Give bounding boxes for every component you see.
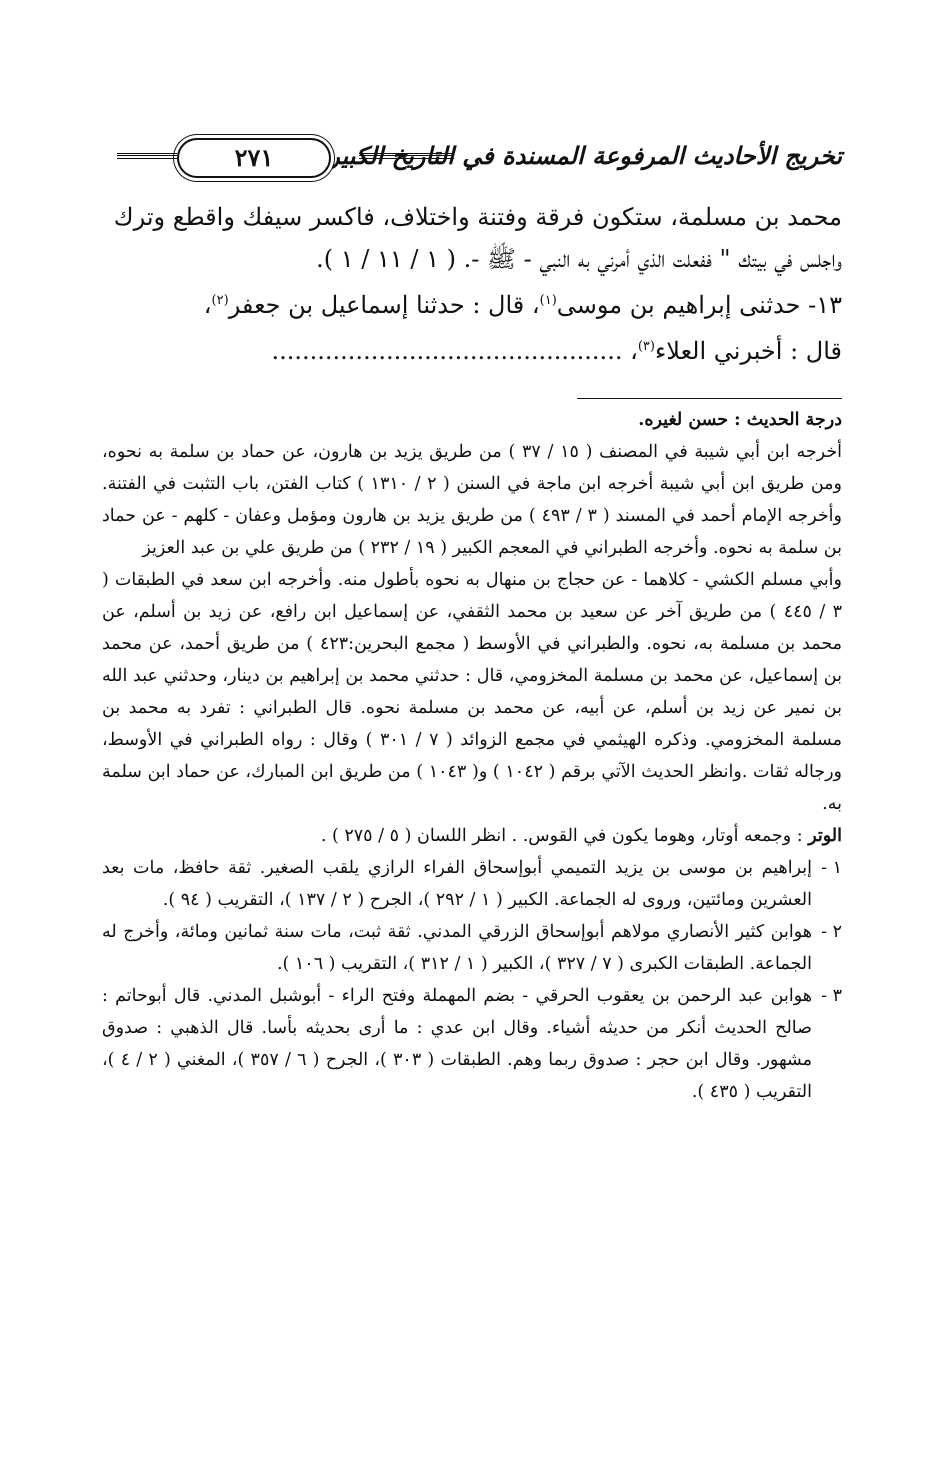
hadith-13-text-d: قال : أخبرني العلاء bbox=[654, 337, 842, 365]
main-text bbox=[102, 196, 842, 372]
footnote-ref-1[interactable]: (١) bbox=[539, 293, 557, 308]
takhrij-paragraph-2: وأبي مسلم الكشي - كلاهما - عن حجاج بن منهال به نحوه بأطول منه. وأخرجه ابن سعد في الطبقات ( ٣ / ٤٤٥ ) من طريق آخر عن سعيد بن محمد الثقفي، عن إسماعيل ابن رافع، عن زيد بن أسلم، عن محمد بن مسلمة به، نحوه. والطبراني في الأوسط ( مجمع البحرين:٤٢٣ ) من طريق أحمد، عن محمد بن إسماعيل، عن محمد بن مسلمة المخزومي، قال : حدثني محمد بن إبراهيم بن دينار، وحدثني عبد الله بن نمير عن زيد بن أسلم، عن أبيه، عن محمد بن مسلمة نحوه. قال الطبراني : تفرد به محمد بن مسلمة المخزومي. وذكره الهيثمي في مجمع الزوائد ( ٧ / ٣٠١ ) وقال : رواه الطبراني في الأوسط، ورجاله ثقات .وانظر الحديث الآتي برقم ( ١٠٤٢ ) و( ١٠٤٣ ) من طريق ابن المبارك، عن حماد ابن سلمة به. bbox=[102, 570, 842, 814]
footnote-item-3 bbox=[102, 980, 842, 1108]
footnote-number: ٣ - bbox=[821, 986, 842, 1006]
footnotes-section bbox=[102, 404, 842, 1108]
footnote-separator bbox=[577, 398, 842, 399]
watar-text: : وجمعه أوتار، وهوما يكون في القوس. . انظر اللسان ( ٥ / ٢٧٥ ) . bbox=[320, 826, 809, 846]
footnote-number: ١ - bbox=[821, 858, 842, 878]
watar-term: الوتر bbox=[808, 826, 842, 846]
footnote-item-2 bbox=[102, 916, 842, 980]
footnote-ref-3[interactable]: (٣) bbox=[637, 339, 655, 354]
hadith-13-text-c: ، bbox=[203, 291, 212, 319]
footnote-item-1 bbox=[102, 852, 842, 916]
hadith-13-line-1 bbox=[102, 280, 842, 326]
header-rule-left bbox=[117, 153, 177, 159]
footnote-number: ٢ - bbox=[821, 922, 842, 942]
page-number-badge: ٢٧١ bbox=[177, 138, 331, 178]
footnote-text: إبراهيم بن موسى بن يزيد التميمي أبوإسحاق الفراء الرازي يلقب الصغير. ثقة حافظ، مات بعد العشرين ومائتين، وروى له الجماعة. الكبير ( ١ / ٢٩٢ )، الجرح ( ٢ / ١٣٧ )، التقريب ( ٩٤ ). bbox=[102, 858, 812, 910]
hadith-13-text-b: ، قال : حدثنا إسماعيل بن جعفر bbox=[228, 291, 540, 319]
page-header bbox=[117, 133, 842, 189]
main-line-1: محمد بن مسلمة، ستكون فرقة وفتنة واختلاف، فاكسر سيفك واقطع وترك bbox=[113, 203, 842, 231]
takhrij-paragraph-1: أخرجه ابن أبي شيبة في المصنف ( ١٥ / ٣٧ ) من طريق يزيد بن هارون، عن حماد بن سلمة به نحوه، ومن طريق ابن أبي شيبة أخرجه ابن ماجة في السنن ( ٢ / ١٣١٠ ) كتاب الفتن، باب التثبت في الفتنة. وأخرجه الإمام أحمد في المسند ( ٣ / ٤٩٣ ) من طريق يزيد بن هارون ومؤمل وعفان - كلهم - عن حماد بن سلمة به نحوه. وأخرجه الطبراني في المعجم الكبير ( ١٩ / ٢٣٢ ) من طريق علي بن عبد العزيز bbox=[102, 442, 843, 558]
footnote-ref-2[interactable]: (٢) bbox=[211, 293, 229, 308]
header-rule-right bbox=[359, 153, 454, 159]
footnote-text: هوابن عبد الرحمن بن يعقوب الحرقي - بضم المهملة وفتح الراء - أبوشبل المدني. قال أبوحاتم : صالح الحديث أنكر من حديثه أشياء. وقال ابن عدي : ما أرى بحديثه بأسا. قال الذهبي : صدوق مشهور. وقال ابن حجر : صدوق ربما وهم. الطبقات ( ٣٠٣ )، الجرح ( ٦ / ٣٥٧ )، المغني ( ٢ / ٤ )، التقريب ( ٤٣٥ ). bbox=[102, 986, 812, 1102]
footnote-text: هوابن كثير الأنصاري مولاهم أبوإسحاق الزرقي المدني. ثقة ثبت، مات سنة ثمانين ومائة، وأخرج له الجماعة. الطبقات الكبرى ( ٧ / ٣٢٧ )، الكبير ( ١ / ٣١٢ )، التقريب ( ١٠٦ ). bbox=[102, 922, 812, 974]
hadith-grade: درجة الحديث : حسن لغيره. bbox=[638, 410, 842, 430]
running-title: تخريج الأحاديث المرفوعة المسندة في التاريخ الكبير bbox=[328, 141, 842, 170]
watar-definition bbox=[102, 820, 842, 852]
hadith-13-line-2 bbox=[102, 326, 842, 372]
hadith-13-text-a: ١٣- حدثنى إبراهيم بن موسى bbox=[556, 291, 842, 319]
hadith-13-text-e: ، .............................................. bbox=[271, 337, 638, 365]
main-line-2: واجلس في بيتك " ففعلت الذي أمرني به النبي - ﷺ -. ( ١ / ١١ / ١ ). bbox=[316, 245, 842, 273]
